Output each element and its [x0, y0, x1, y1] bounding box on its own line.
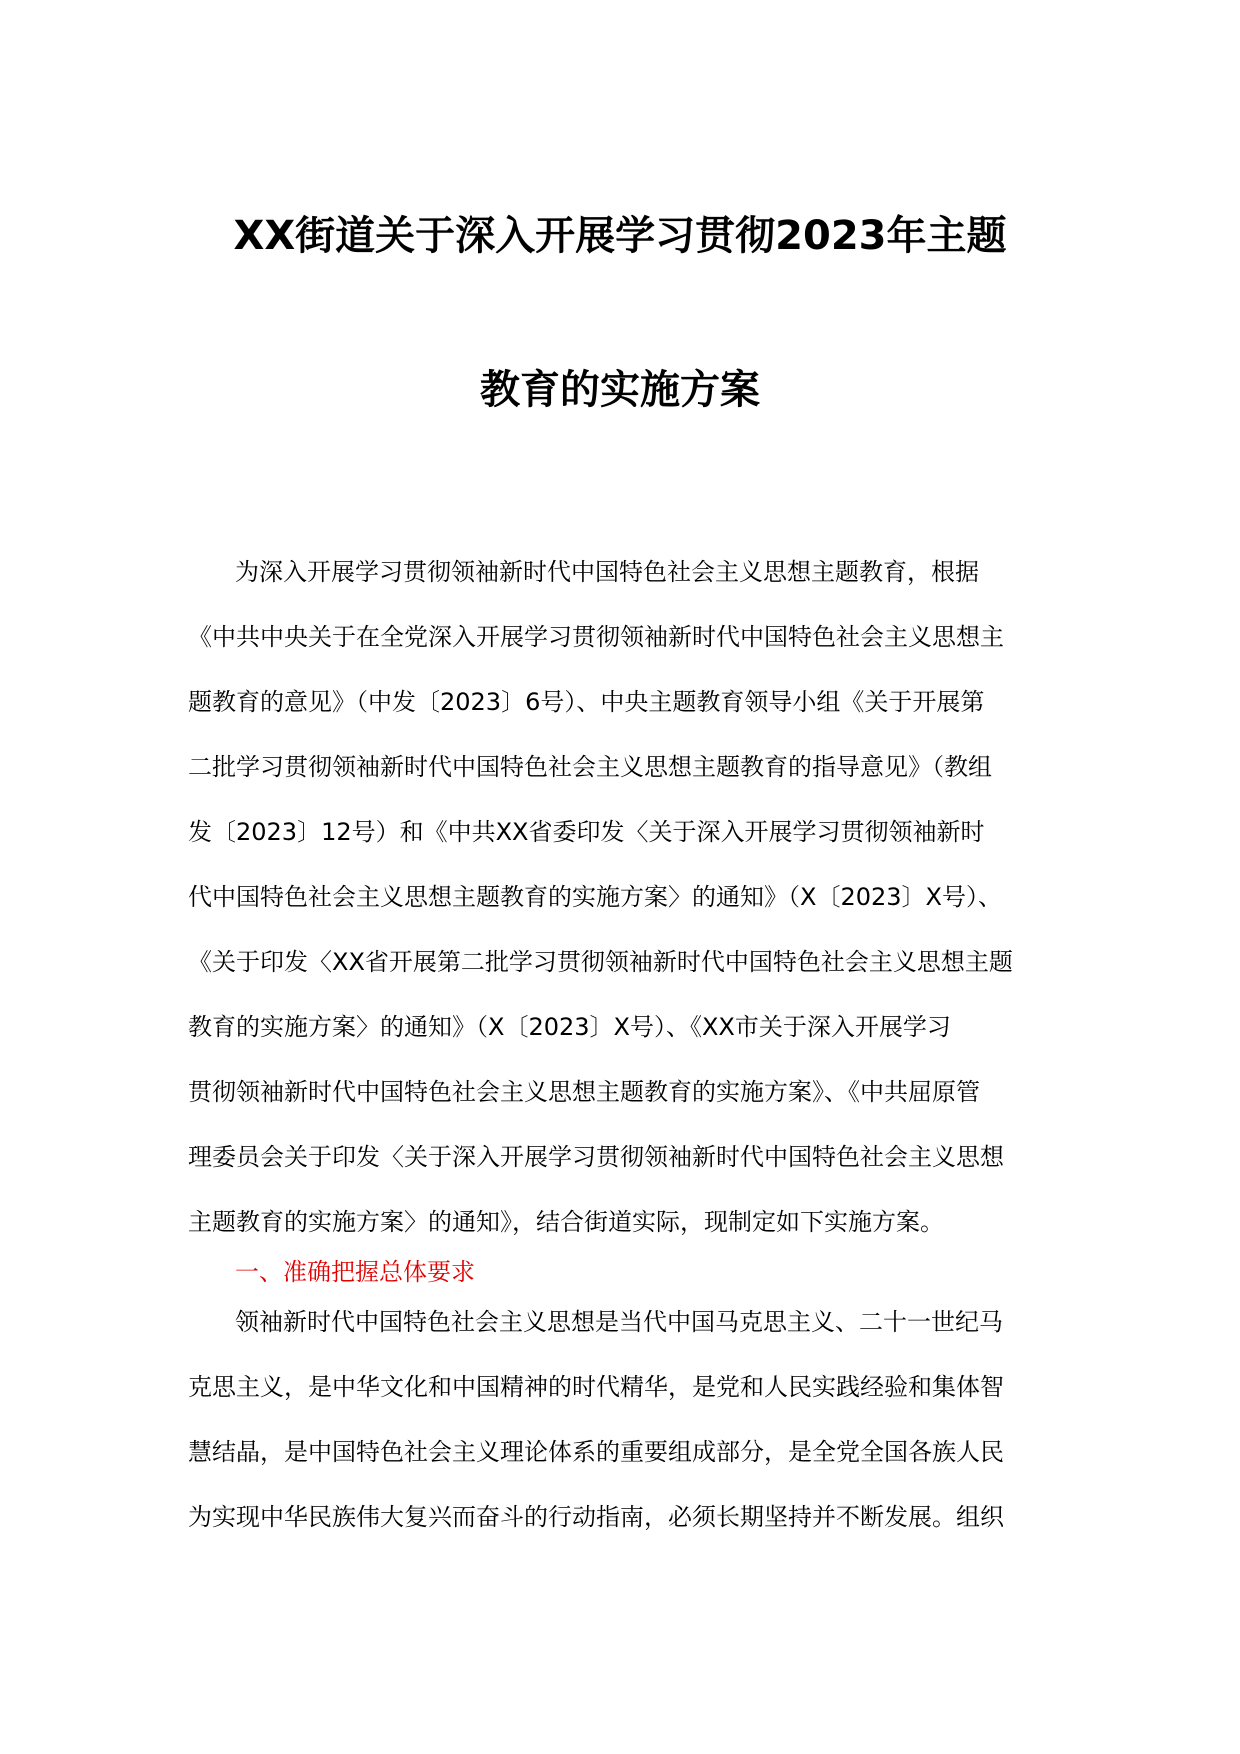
section-body-line: 领袖新时代中国特色社会主义思想是当代中国马克思主义、二十一世纪马 [235, 1308, 1003, 1336]
section-heading: 一、准确把握总体要求 [235, 1258, 475, 1286]
document-title-line-1: XX街道关于深入开展学习贯彻2023年主题 [233, 213, 1007, 259]
intro-line: 题教育的意见》（中发〔2023〕6号）、中央主题教育领导小组《关于开展第 [188, 688, 985, 716]
intro-line: 贯彻领袖新时代中国特色社会主义思想主题教育的实施方案》、《中共屈原管 [188, 1078, 980, 1106]
document-title-line-2: 教育的实施方案 [480, 367, 760, 413]
intro-line: 《关于印发〈XX省开展第二批学习贯彻领袖新时代中国特色社会主义思想主题 [188, 948, 1013, 976]
intro-line: 发〔2023〕12号）和《中共XX省委印发〈关于深入开展学习贯彻领袖新时 [188, 818, 985, 846]
intro-line: 主题教育的实施方案〉的通知》，结合街道实际，现制定如下实施方案。 [188, 1208, 944, 1236]
section-body-line: 为实现中华民族伟大复兴而奋斗的行动指南，必须长期坚持并不断发展。组织 [188, 1503, 1004, 1531]
intro-line: 代中国特色社会主义思想主题教育的实施方案〉的通知》（X〔2023〕X号）、 [188, 883, 1002, 911]
section-body-line: 慧结晶，是中国特色社会主义理论体系的重要组成部分，是全党全国各族人民 [188, 1438, 1004, 1466]
intro-line: 教育的实施方案〉的通知》（X〔2023〕X号）、《XX市关于深入开展学习 [188, 1013, 951, 1041]
intro-line: 二批学习贯彻领袖新时代中国特色社会主义思想主题教育的指导意见》（教组 [188, 753, 992, 781]
section-body-line: 克思主义，是中华文化和中国精神的时代精华，是党和人民实践经验和集体智 [188, 1373, 1004, 1401]
intro-line: 《中共中央关于在全党深入开展学习贯彻领袖新时代中国特色社会主义思想主 [188, 623, 1004, 651]
intro-line: 为深入开展学习贯彻领袖新时代中国特色社会主义思想主题教育，根据 [235, 558, 979, 586]
intro-line: 理委员会关于印发〈关于深入开展学习贯彻领袖新时代中国特色社会主义思想 [188, 1143, 1004, 1171]
